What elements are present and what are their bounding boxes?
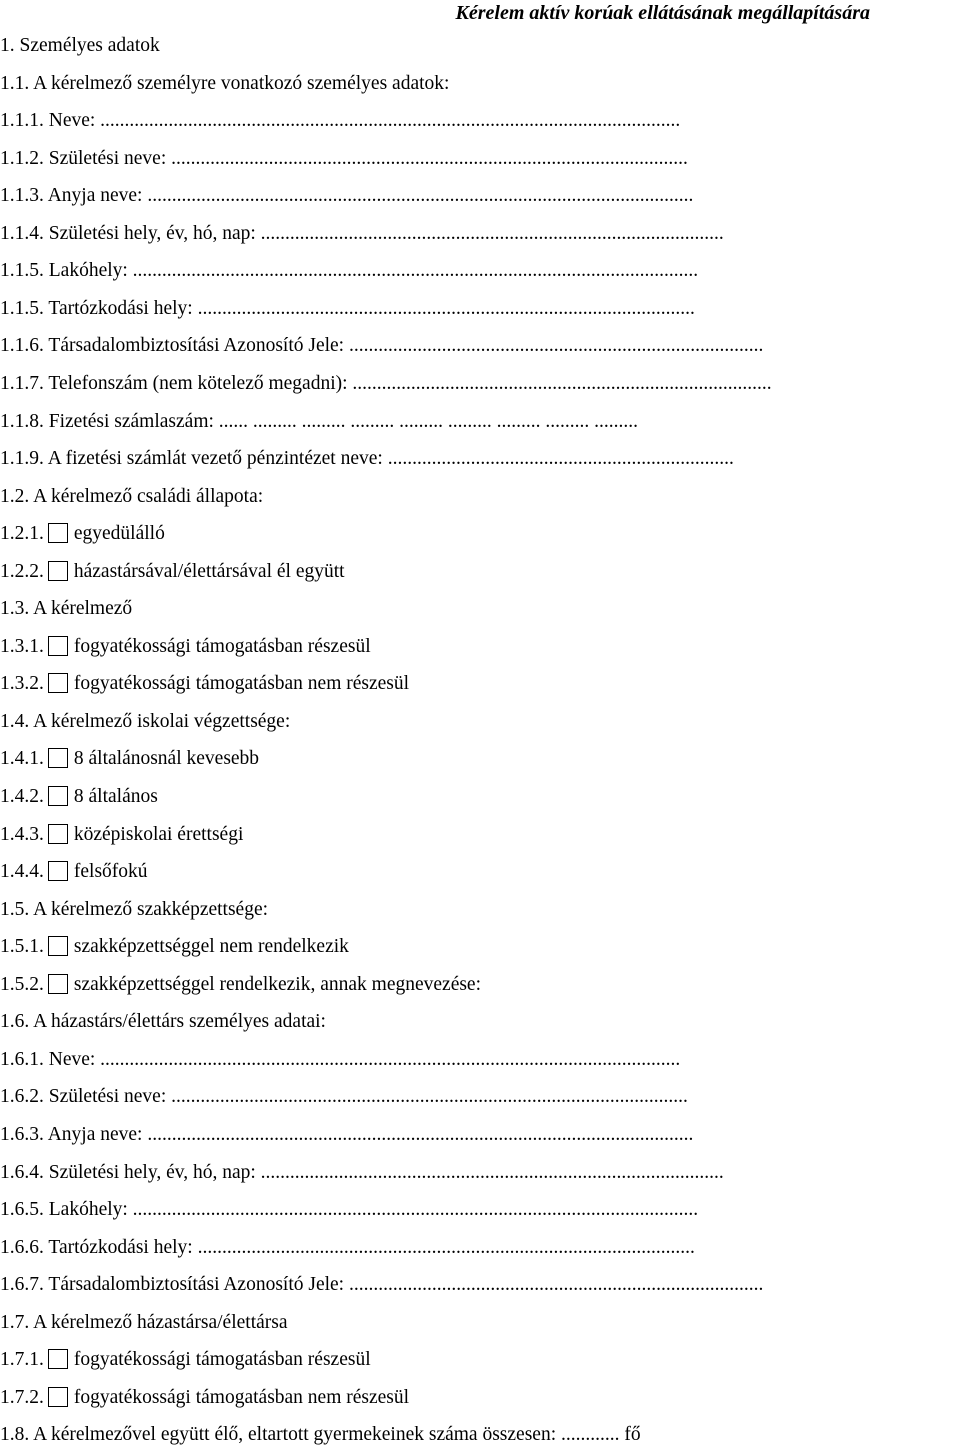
form-row — [0, 482, 263, 512]
row-label[interactable]: Anyja neve: ................................................................................................................ — [47, 1123, 694, 1145]
form-row — [0, 256, 698, 286]
form-row[interactable] — [0, 669, 409, 699]
row-number: 1.6.4. — [0, 1161, 44, 1183]
form-row — [0, 1420, 641, 1450]
row-number: 1.7. — [0, 1311, 30, 1333]
row-number: 1.4.2. — [0, 786, 44, 807]
row-label: szakképzettséggel rendelkezik, annak megnevezése: — [73, 973, 482, 995]
form-row — [0, 369, 772, 399]
checkbox[interactable] — [48, 748, 68, 768]
row-label: 8 általánosnál kevesebb — [73, 748, 260, 770]
row-label[interactable]: Neve: ....................................................................................................................... — [48, 1048, 681, 1070]
checkbox[interactable] — [48, 523, 68, 543]
form-row — [0, 1007, 326, 1037]
form-row — [0, 594, 132, 624]
row-label[interactable]: A kérelmező személyre vonatkozó személyes adatok: — [33, 72, 450, 94]
row-number: 1.1.7. — [0, 372, 44, 394]
row-label: fogyatékossági támogatásban részesül — [73, 635, 371, 657]
form-row — [0, 1195, 698, 1225]
form-row — [0, 407, 638, 437]
form-row[interactable] — [0, 970, 481, 1000]
form-row[interactable] — [0, 932, 349, 962]
row-number: 1.1.4. — [0, 222, 44, 244]
row-number: 1.6.2. — [0, 1086, 44, 1108]
form-row — [0, 1120, 693, 1150]
row-label: házastársával/élettársával él együtt — [73, 560, 345, 582]
row-number: 1.6.5. — [0, 1199, 44, 1221]
checkbox[interactable] — [48, 936, 68, 956]
row-number: 1.1.5. — [0, 297, 44, 319]
row-label: felsőfokú — [73, 861, 148, 883]
form-row — [0, 69, 449, 99]
row-number: 1.1.2. — [0, 147, 44, 169]
row-number: 1.2. — [0, 485, 30, 507]
form-row — [0, 294, 695, 324]
row-number: 1.3. — [0, 598, 30, 620]
form-row — [0, 1082, 688, 1112]
row-number: 1.1.6. — [0, 335, 44, 357]
row-label[interactable]: Tartózkodási hely: ...................................................................................................... — [48, 297, 695, 319]
row-number: 1.1.8. — [0, 410, 44, 432]
form-row — [0, 1045, 680, 1075]
form-row — [0, 1308, 288, 1338]
row-label: egyedülálló — [73, 523, 165, 545]
row-label: fogyatékossági támogatásban nem részesül — [73, 1386, 410, 1408]
row-label[interactable]: Neve: ....................................................................................................................... — [48, 110, 681, 132]
row-label: fogyatékossági támogatásban nem részesül — [73, 673, 410, 695]
checkbox[interactable] — [48, 561, 68, 581]
checkbox[interactable] — [48, 786, 68, 806]
row-number: 1.7.1. — [0, 1349, 44, 1371]
row-label[interactable]: Születési hely, év, hó, nap: ............................................................................................... — [48, 222, 724, 244]
form-row — [0, 219, 724, 249]
form-row[interactable] — [0, 1383, 409, 1413]
form-row — [0, 1158, 724, 1188]
form-row — [0, 106, 680, 136]
row-number: 1.6. — [0, 1011, 30, 1033]
form-row — [0, 707, 290, 737]
form-row[interactable] — [0, 557, 345, 587]
row-number: 1.4. — [0, 710, 30, 732]
row-label[interactable]: A kérelmező — [33, 598, 133, 620]
row-label[interactable]: A fizetési számlát vezető pénzintézet neve: ....................................................................... — [47, 448, 734, 470]
row-label[interactable]: A kérelmezővel együtt élő, eltartott gyermekeinek száma összesen: ............ fő — [33, 1424, 641, 1446]
form-row — [0, 331, 763, 361]
row-number: 1.6.6. — [0, 1236, 44, 1258]
checkbox[interactable] — [48, 1349, 68, 1369]
form-title: Kérelem aktív korúak ellátásának megállapítására — [455, 2, 870, 24]
row-number: 1.4.4. — [0, 861, 44, 883]
checkbox[interactable] — [48, 636, 68, 656]
row-label[interactable]: Születési neve: .......................................................................................................... — [48, 1086, 688, 1108]
row-number: 1.2.2. — [0, 560, 44, 582]
row-label[interactable]: A kérelmező házastársa/élettársa — [33, 1311, 288, 1333]
checkbox[interactable] — [48, 824, 68, 844]
row-number: 1.7.2. — [0, 1386, 44, 1408]
form-row — [0, 181, 693, 211]
row-label: fogyatékossági támogatásban részesül — [73, 1349, 371, 1371]
row-number: 1.5. — [0, 898, 30, 920]
row-number: 1.1.9. — [0, 448, 44, 470]
checkbox[interactable] — [48, 974, 68, 994]
row-label: szakképzettséggel nem rendelkezik — [73, 936, 349, 958]
row-number: 1.5.1. — [0, 936, 44, 958]
row-label[interactable]: A kérelmező szakképzettsége: — [33, 898, 269, 920]
row-label[interactable]: A kérelmező családi állapota: — [33, 485, 264, 507]
row-number: 1.4.3. — [0, 823, 44, 845]
form-row — [0, 895, 268, 925]
form-row — [0, 1233, 695, 1263]
checkbox[interactable] — [48, 861, 68, 881]
row-number: 1.1.3. — [0, 185, 44, 207]
checkbox[interactable] — [48, 1387, 68, 1407]
form-row — [0, 31, 160, 61]
form-row[interactable] — [0, 519, 165, 549]
row-number: 1.4.1. — [0, 748, 44, 770]
row-number: 1.3.2. — [0, 673, 44, 695]
form-row[interactable] — [0, 782, 158, 812]
form-row — [0, 444, 734, 474]
row-label[interactable]: Társadalombiztosítási Azonosító Jele: ..................................................................................... — [48, 1274, 764, 1296]
form-row[interactable] — [0, 820, 243, 850]
row-number: 1.6.7. — [0, 1274, 44, 1296]
row-label: középiskolai érettségi — [73, 823, 244, 845]
row-number: 1. — [0, 35, 15, 56]
row-label[interactable]: Társadalombiztosítási Azonosító Jele: ..................................................................................... — [48, 335, 764, 357]
row-label[interactable]: Lakóhely: .................................................................................................................... — [48, 260, 699, 282]
form-row — [0, 144, 688, 174]
row-label[interactable]: Fizetési számlaszám: ...... ......... ......... ......... ......... ......... ......... ......... ......... — [48, 410, 639, 432]
row-label[interactable]: Személyes adatok — [19, 35, 160, 56]
row-label[interactable]: A házastárs/élettárs személyes adatai: — [33, 1011, 326, 1033]
row-number: 1.6.1. — [0, 1048, 44, 1070]
row-label[interactable]: Születési neve: .......................................................................................................... — [48, 147, 688, 169]
form-row — [0, 1270, 763, 1300]
form-row[interactable] — [0, 857, 148, 887]
form-row[interactable] — [0, 1345, 371, 1375]
form-row[interactable] — [0, 632, 371, 662]
row-label[interactable]: Anyja neve: ................................................................................................................ — [47, 185, 694, 207]
row-number: 1.1.5. — [0, 260, 44, 282]
row-number: 1.8. — [0, 1424, 30, 1446]
checkbox[interactable] — [48, 673, 68, 693]
form-row[interactable] — [0, 744, 259, 774]
row-label[interactable]: Lakóhely: .................................................................................................................... — [48, 1199, 699, 1221]
row-number: 1.1. — [0, 72, 30, 94]
row-label[interactable]: Telefonszám (nem kötelező megadni): ...................................................................................... — [48, 372, 772, 394]
row-number: 1.2.1. — [0, 523, 44, 545]
row-label[interactable]: Tartózkodási hely: ...................................................................................................... — [48, 1236, 695, 1258]
row-label: 8 általános — [73, 786, 158, 807]
row-number: 1.5.2. — [0, 973, 44, 995]
row-number: 1.3.1. — [0, 635, 44, 657]
row-number: 1.6.3. — [0, 1123, 44, 1145]
row-number: 1.1.1. — [0, 110, 44, 132]
row-label[interactable]: Születési hely, év, hó, nap: ............................................................................................... — [48, 1161, 724, 1183]
row-label[interactable]: A kérelmező iskolai végzettsége: — [33, 710, 291, 732]
